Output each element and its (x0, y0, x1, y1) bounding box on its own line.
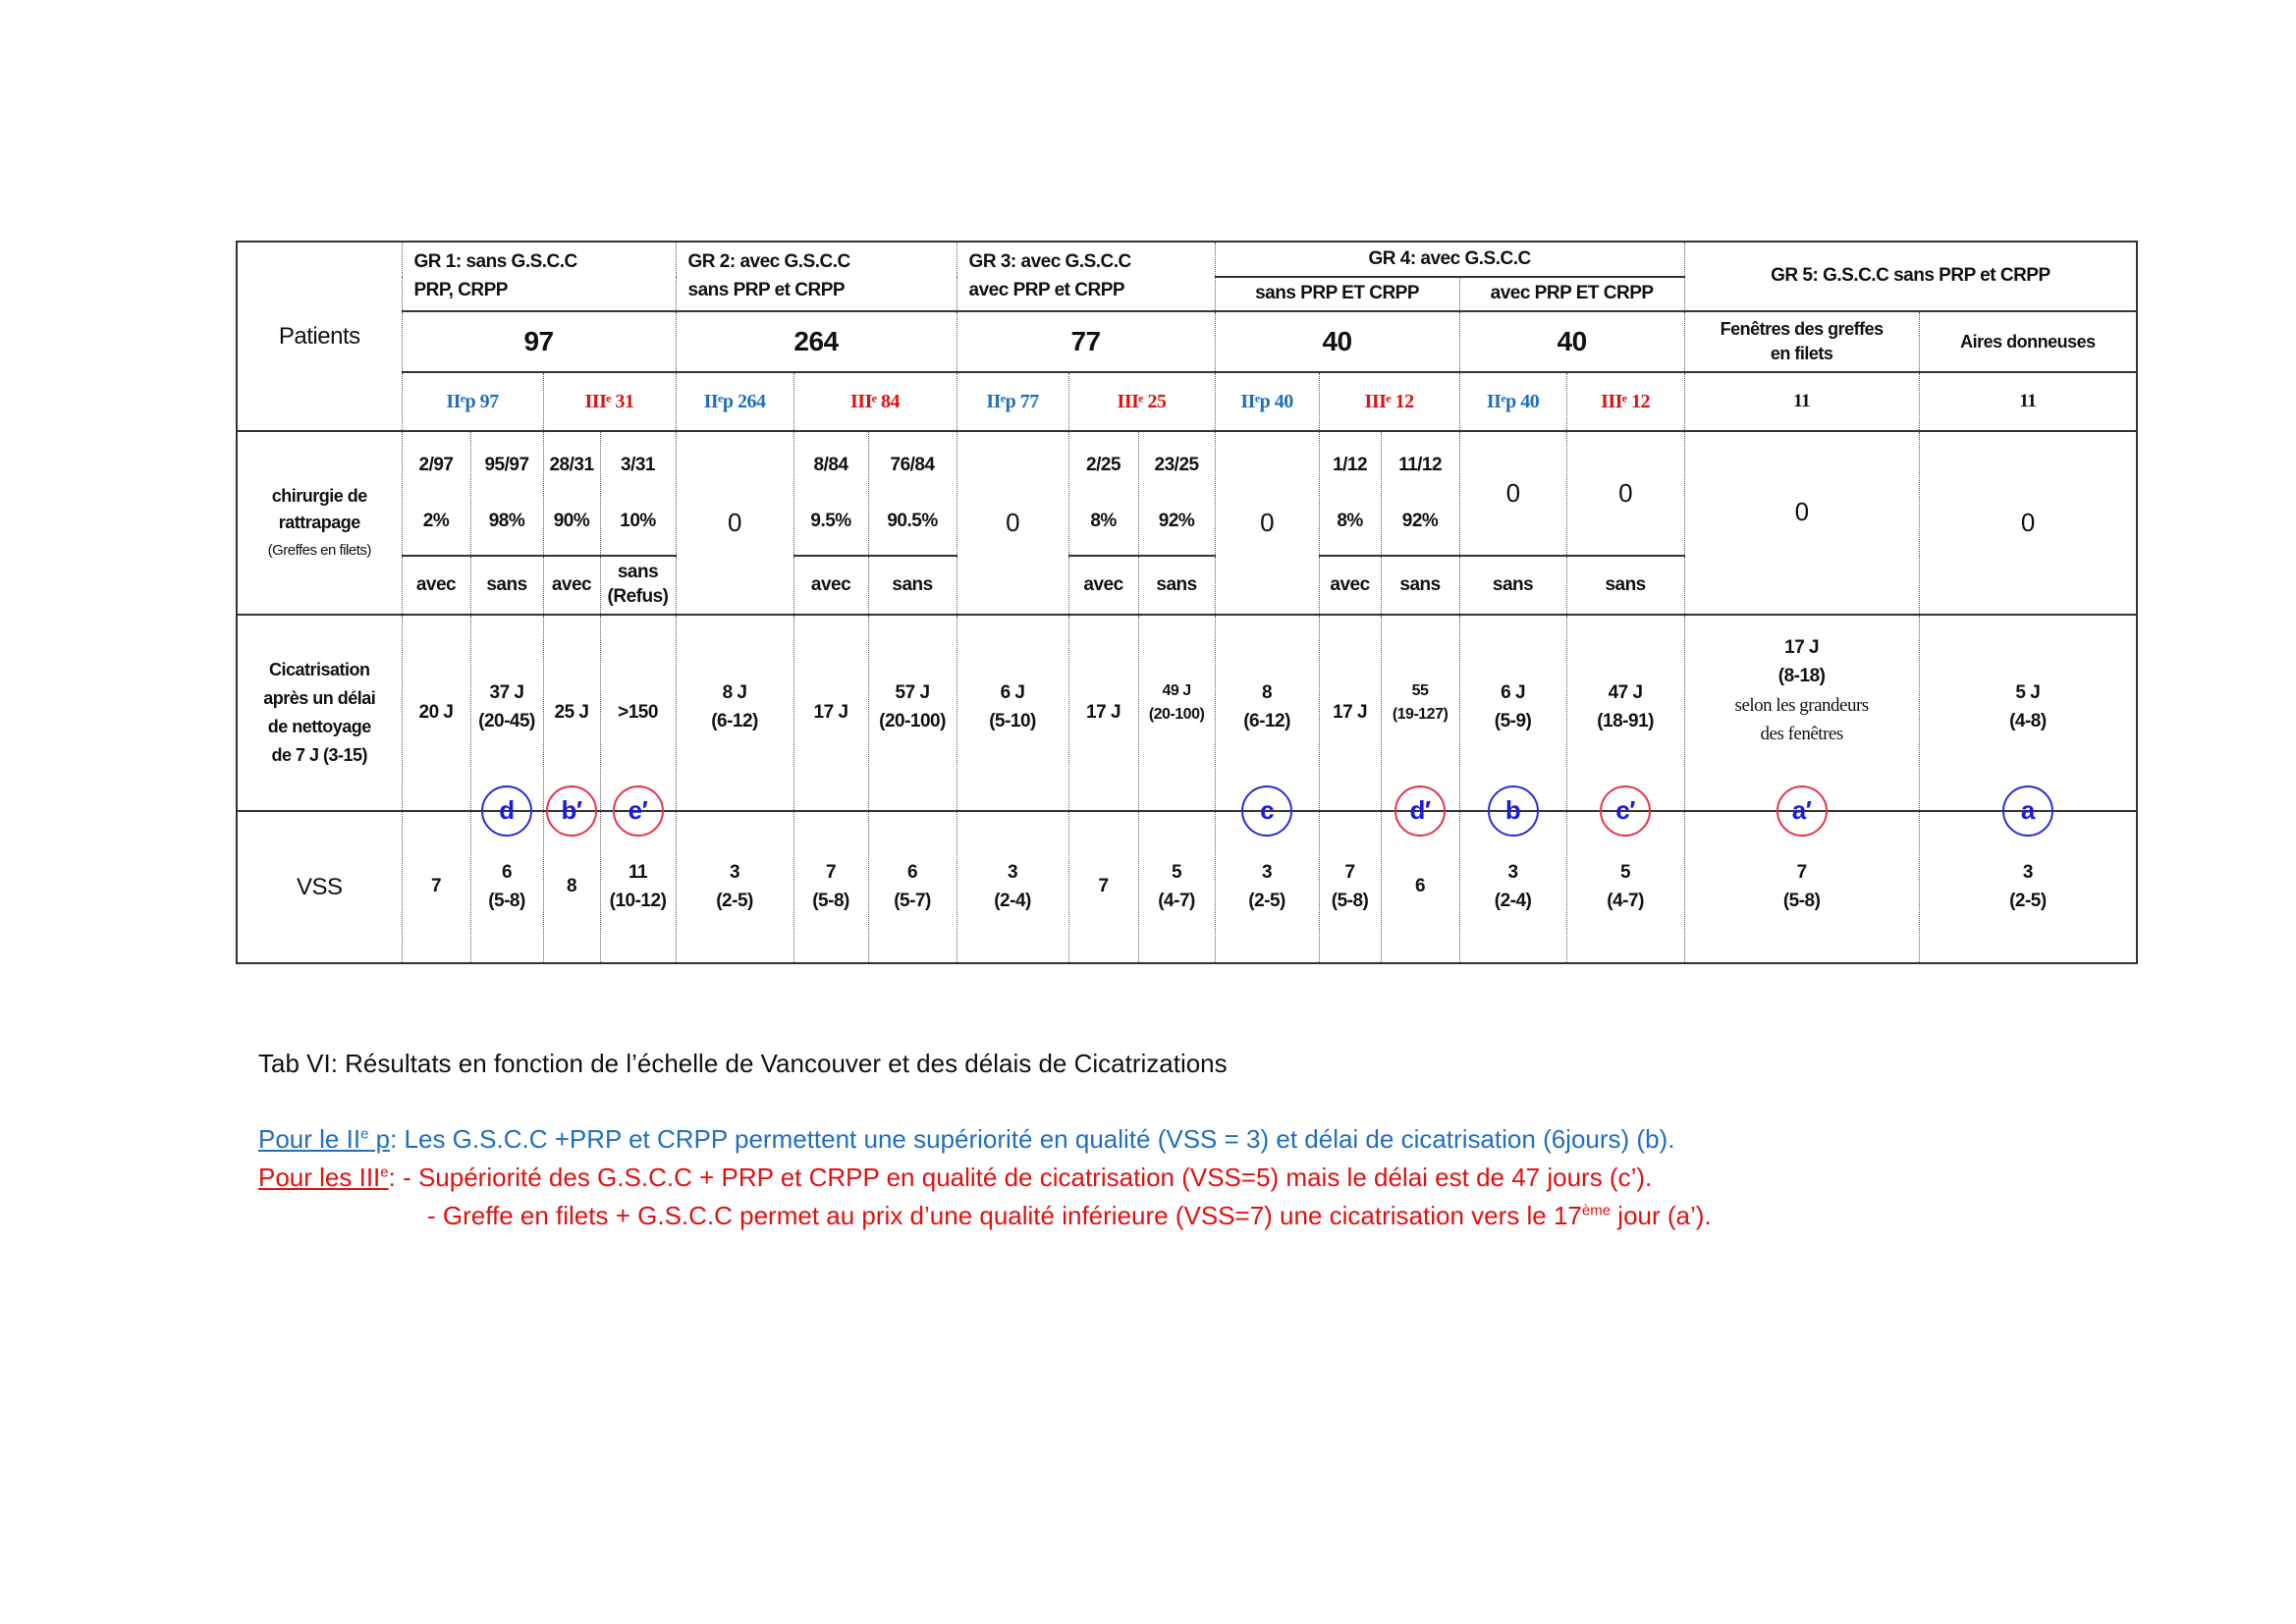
vss-cell (1068, 811, 1138, 963)
vss-cell (957, 811, 1068, 963)
healing-cell: 17 J (1068, 615, 1138, 811)
gr4b-iii-degree: IIIᵉ 12 (1566, 372, 1684, 431)
vss-value: 5 (4-7) (1158, 862, 1195, 911)
gr4b-header: avec PRP ET CRPP (1459, 277, 1684, 311)
surgery-cell: 76/84 90.5% (868, 431, 957, 556)
healing-cell (1684, 615, 1919, 811)
vss-cell (1381, 795, 1459, 963)
healing-cell: 5 J (4-8) (1919, 615, 2137, 811)
vss-cell (676, 811, 793, 963)
marker-a-icon: a (2002, 785, 2053, 837)
note-grade-iii-2 (427, 1201, 1712, 1231)
gr3-ii-degree: IIᵉp 77 (957, 372, 1068, 431)
gr5b-count: 11 (1919, 372, 2137, 431)
gr3-count: 77 (957, 311, 1215, 372)
marker-b-icon: b (1488, 785, 1539, 837)
vss-value: 8 (566, 876, 577, 897)
gr1-count: 97 (402, 311, 676, 372)
vss-cell (600, 795, 676, 963)
vss-value: 11 (10-12) (609, 862, 667, 911)
note-iii-text: : - Supériorité des G.S.C.C + PRP et CRPP en qualité de cicatrisation (VSS=5) mais le délai est de 47 jours (c’). (388, 1163, 1653, 1192)
surgery-cell: 0 (1919, 431, 2137, 615)
patients-label: Patients (237, 242, 402, 431)
note-iii-lead (258, 1163, 389, 1192)
gr4b-ii-degree: IIᵉp 40 (1459, 372, 1566, 431)
marker-c-prime-icon: c′ (1600, 785, 1651, 837)
vss-cell (868, 811, 957, 963)
surgery-cell: 0 (1215, 431, 1319, 615)
surgery-cell: 1/12 8% (1319, 431, 1381, 556)
vss-cell (1919, 795, 2137, 963)
gr2-iii-degree: IIIᵉ 84 (793, 372, 957, 431)
surgery-cell: 8/84 9.5% (793, 431, 868, 556)
healing-cell: 17 J (793, 615, 868, 811)
vss-cell (543, 795, 600, 963)
healing-cell: 8 (6-12) (1215, 615, 1319, 811)
surgery-sub: sans (Refus) (600, 556, 676, 615)
marker-d-icon: d (481, 785, 532, 837)
healing-cell: 37 J (20-45) (470, 615, 543, 811)
surgery-sub: sans (470, 556, 543, 615)
marker-e-prime-icon: e′ (613, 785, 664, 837)
marker-a-prime-icon: a′ (1777, 785, 1828, 837)
gr5-header: GR 5: G.S.C.C sans PRP et CRPP (1684, 242, 2137, 311)
healing-cell: 17 J (1319, 615, 1381, 811)
vss-value: 3 (2-5) (2009, 862, 2047, 911)
surgery-cell: 0 (957, 431, 1068, 615)
vss-cell (1138, 811, 1215, 963)
surgery-cell: 95/97 98% (470, 431, 543, 556)
surgery-sub: sans (868, 556, 957, 615)
gr4a-count: 40 (1215, 311, 1459, 372)
healing-cell: 49 J (20-100) (1138, 615, 1215, 811)
vss-cell (402, 811, 470, 963)
vss-value: 3 (2-4) (994, 862, 1031, 911)
surgery-cell: 28/31 90% (543, 431, 600, 556)
note-iii-lead-text: Pour les III (258, 1163, 381, 1192)
note-iii-2-sup: ème (1581, 1202, 1612, 1219)
marker-b-prime-icon: b′ (546, 785, 597, 837)
surgery-label-sub: (Greffes en filets) (267, 542, 371, 559)
note-ii-sup: e (360, 1125, 369, 1143)
marker-d-prime-icon: d′ (1394, 785, 1446, 837)
healing-cell: 6 J (5-10) (957, 615, 1068, 811)
surgery-sub: avec (543, 556, 600, 615)
healing-value: 17 J (8-18) (1777, 637, 1826, 687)
gr4a-ii-degree: IIᵉp 40 (1215, 372, 1319, 431)
healing-note: selon les grandeurs des fenêtres (1734, 694, 1869, 745)
gr4a-header: sans PRP ET CRPP (1215, 277, 1459, 311)
gr1-header: GR 1: sans G.S.C.C PRP, CRPP (402, 242, 676, 311)
vss-value: 7 (430, 876, 442, 897)
note-grade-iii (258, 1163, 1652, 1193)
vss-label: VSS (237, 811, 402, 963)
vss-value: 6 (5-8) (488, 862, 525, 911)
surgery-cell: 3/31 10% (600, 431, 676, 556)
gr4a-iii-degree: IIIᵉ 12 (1319, 372, 1459, 431)
vss-value: 5 (4-7) (1607, 862, 1644, 911)
surgery-cell: 23/25 92% (1138, 431, 1215, 556)
vss-value: 7 (5-8) (1331, 862, 1369, 911)
gr2-header: GR 2: avec G.S.C.C sans PRP et CRPP (676, 242, 957, 311)
vss-value: 6 (5-7) (894, 862, 931, 911)
marker-c-icon: c (1241, 785, 1292, 837)
surgery-cell: 11/12 92% (1381, 431, 1459, 556)
note-ii-lead (258, 1124, 390, 1154)
gr4-header: GR 4: avec G.S.C.C (1215, 242, 1684, 277)
note-ii-text: : Les G.S.C.C +PRP et CRPP permettent une supériorité en qualité (VSS = 3) et délai de cicatrisation (6jours) (b). (390, 1124, 1675, 1154)
note-iii-2-text: - Greffe en filets + G.S.C.C permet au prix d’une qualité inférieure (VSS=7) une cicatrisation vers le 17 (427, 1201, 1582, 1230)
surgery-cell: 0 (1566, 431, 1684, 556)
note-iii-2-end: jour (a’). (1611, 1201, 1712, 1230)
vss-value: 7 (5-8) (812, 862, 849, 911)
healing-cell: 57 J (20-100) (868, 615, 957, 811)
vss-cell (1566, 795, 1684, 963)
gr5b-header: Aires donneuses (1919, 311, 2137, 372)
surgery-sub: sans (1381, 556, 1459, 615)
surgery-sub: avec (402, 556, 470, 615)
gr5a-count: 11 (1684, 372, 1919, 431)
healing-label: Cicatrisation après un délai de nettoyage de 7 J (3-15) (237, 615, 402, 811)
gr3-header: GR 3: avec G.S.C.C avec PRP et CRPP (957, 242, 1215, 311)
note-grade-ii (258, 1124, 1674, 1155)
surgery-label (237, 431, 402, 615)
surgery-sub: avec (1319, 556, 1381, 615)
surgery-cell: 0 (676, 431, 793, 615)
vss-value: 3 (2-5) (1248, 862, 1285, 911)
vss-cell (793, 811, 868, 963)
vss-cell (1319, 811, 1381, 963)
surgery-cell: 2/25 8% (1068, 431, 1138, 556)
surgery-cell: 0 (1459, 431, 1566, 556)
note-ii-lead-text: Pour le II (258, 1124, 361, 1154)
note-ii-p: p (368, 1124, 391, 1154)
gr3-iii-degree: IIIᵉ 25 (1068, 372, 1215, 431)
healing-cell: 8 J (6-12) (676, 615, 793, 811)
vss-cell (470, 795, 543, 963)
results-table (236, 241, 2138, 964)
vss-value: 7 (5-8) (1782, 862, 1821, 911)
healing-cell: >150 (600, 615, 676, 811)
surgery-sub: sans (1138, 556, 1215, 615)
gr2-count: 264 (676, 311, 957, 372)
vss-value: 3 (2-4) (1494, 862, 1532, 911)
healing-cell: 55 (19-127) (1381, 615, 1459, 811)
vss-cell (1459, 795, 1566, 963)
surgery-cell: 2/97 2% (402, 431, 470, 556)
surgery-sub: avec (1068, 556, 1138, 615)
vss-value: 7 (1098, 876, 1109, 897)
surgery-cell: 0 (1684, 431, 1919, 615)
vss-value: 6 (1415, 876, 1426, 897)
gr1-iii-degree: IIIᵉ 31 (543, 372, 676, 431)
surgery-sub: sans (1459, 556, 1566, 615)
surgery-sub: sans (1566, 556, 1684, 615)
vss-cell (1215, 795, 1319, 963)
gr4b-count: 40 (1459, 311, 1684, 372)
vss-cell (1684, 795, 1919, 963)
gr1-ii-degree: IIᵉp 97 (402, 372, 543, 431)
vss-value: 3 (2-5) (716, 862, 753, 911)
table-caption: Tab VI: Résultats en fonction de l’échelle de Vancouver et des délais de Cicatrizations (258, 1049, 1228, 1078)
healing-cell: 25 J (543, 615, 600, 811)
gr2-ii-degree: IIᵉp 264 (676, 372, 793, 431)
healing-cell: 47 J (18-91) (1566, 615, 1684, 811)
surgery-sub: avec (793, 556, 868, 615)
gr5a-header: Fenêtres des greffes en filets (1684, 311, 1919, 372)
healing-cell: 20 J (402, 615, 470, 811)
note-iii-sup: e (380, 1164, 389, 1181)
healing-cell: 6 J (5-9) (1459, 615, 1566, 811)
surgery-label-main: chirurgie de rattrapage (271, 486, 367, 532)
